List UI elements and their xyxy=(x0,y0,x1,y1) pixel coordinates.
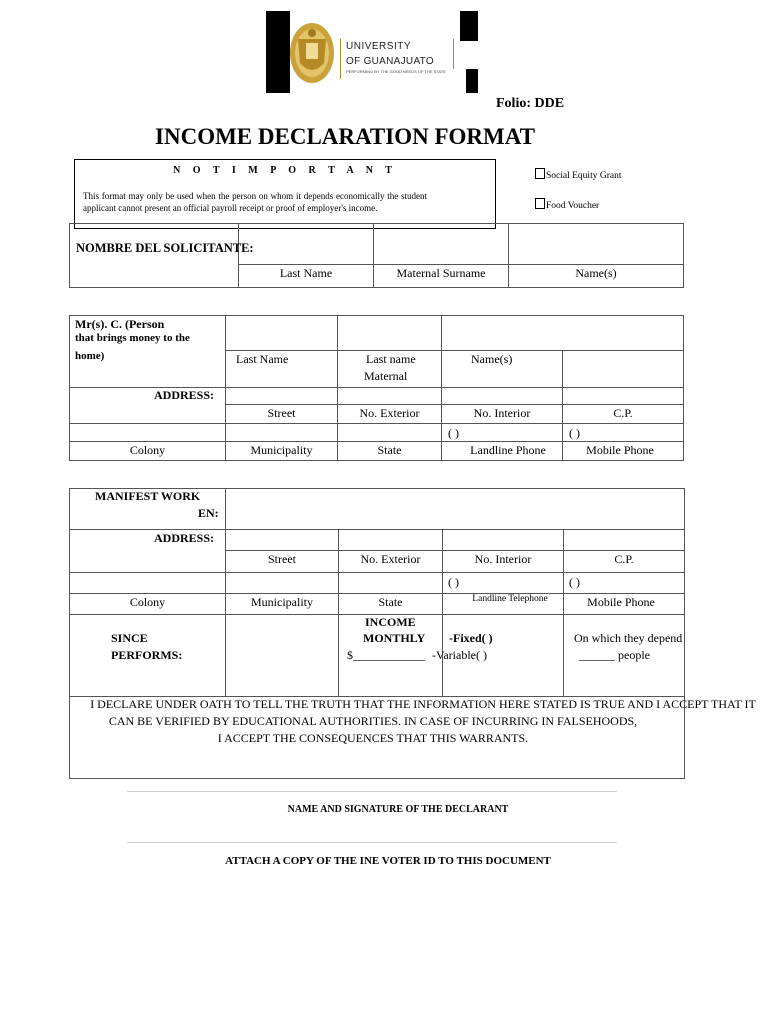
work-municipality-label: Municipality xyxy=(251,595,313,609)
work-label-line1: MANIFEST WORK xyxy=(95,489,201,503)
notice-heading: N O T I M P O R T A N T xyxy=(173,165,397,176)
work-cp-label: C.P. xyxy=(614,552,634,566)
work-no-interior-label: No. Interior xyxy=(474,552,532,566)
work-label-line2: EN: xyxy=(198,506,219,520)
attach-note: ATTACH A COPY OF THE INE VOTER ID TO THIS DOCUMENT xyxy=(225,855,551,867)
university-name-line2: OF GUANAJUATO xyxy=(346,56,434,67)
provider-cp-label: C.P. xyxy=(613,406,633,420)
applicant-label: NOMBRE DEL SOLICITANTE: xyxy=(76,241,254,255)
work-mobile-area-code: ( ) xyxy=(569,575,580,589)
provider-landline-label: Landline Phone xyxy=(470,443,546,457)
provider-address-label: ADDRESS: xyxy=(154,388,215,402)
checkbox-icon[interactable] xyxy=(535,198,545,209)
provider-no-exterior-label: No. Exterior xyxy=(359,406,420,420)
applicant-maternal-label: Maternal Surname xyxy=(396,266,486,280)
university-logo xyxy=(266,11,478,93)
income-amount-field[interactable]: $____________ xyxy=(347,648,425,662)
university-seal-icon xyxy=(288,21,336,85)
work-state-label: State xyxy=(378,595,403,609)
signature-label: NAME AND SIGNATURE OF THE DECLARANT xyxy=(287,804,509,815)
variable-option[interactable]: -Variable( ) xyxy=(432,648,487,662)
work-address-label: ADDRESS: xyxy=(154,531,215,545)
option-social-equity-grant[interactable]: Social Equity Grant xyxy=(535,168,621,181)
folio: Folio: DDE xyxy=(496,96,565,111)
since-label-line1: SINCE xyxy=(111,631,148,645)
work-mobile-label: Mobile Phone xyxy=(587,595,655,609)
university-name-line1: UNIVERSITY xyxy=(346,41,412,52)
since-label-line2: PERFORMS: xyxy=(111,648,183,662)
page-title: INCOME DECLARATION FORMAT xyxy=(155,124,535,149)
work-no-exterior-label: No. Exterior xyxy=(360,552,421,566)
university-motto: PERFORMING BY THE GOOD NEEDS OF THE STATE xyxy=(346,69,446,74)
provider-label-line1: Mr(s). C. (Person xyxy=(75,317,165,331)
notice-body: This format may only be used when the person on whom it depends economically the student applicant cannot present an official payroll receipt or proof of employer's income. xyxy=(83,191,427,213)
provider-mobile-area-code: ( ) xyxy=(569,426,580,440)
oath-line2: CAN BE VERIFIED BY EDUCATIONAL AUTHORITIES. IN CASE OF INCURRING IN FALSEHOODS, xyxy=(108,714,638,728)
provider-last-name-label: Last Name xyxy=(236,352,289,366)
provider-no-interior-label: No. Interior xyxy=(473,406,531,420)
provider-names-label: Name(s) xyxy=(471,352,513,366)
fixed-option[interactable]: -Fixed( ) xyxy=(449,631,493,645)
provider-colony-label: Colony xyxy=(129,443,166,457)
option-food-voucher[interactable]: Food Voucher xyxy=(535,198,599,211)
work-landline-label: Landline Telephone xyxy=(472,594,548,604)
applicant-names-label: Name(s) xyxy=(575,266,617,280)
important-notice xyxy=(74,159,496,229)
provider-state-label: State xyxy=(377,443,402,457)
work-street-label: Street xyxy=(268,552,296,566)
provider-mobile-label: Mobile Phone xyxy=(586,443,654,457)
provider-label-line2: that brings money to the xyxy=(75,332,190,344)
provider-street-label: Street xyxy=(267,406,296,420)
oath-line3: I ACCEPT THE CONSEQUENCES THAT THIS WARRANTS. xyxy=(217,731,529,745)
checkbox-icon[interactable] xyxy=(535,168,545,179)
work-colony-label: Colony xyxy=(129,595,166,609)
dependents-label: On which they depend xyxy=(574,631,683,645)
provider-landline-area-code: ( ) xyxy=(448,426,459,440)
provider-maternal-label: Maternal xyxy=(364,369,408,383)
dependents-count-field[interactable]: ______ people xyxy=(579,648,650,662)
provider-last-name2-label: Last name xyxy=(366,352,416,366)
oath-line1: I DECLARE UNDER OATH TO TELL THE TRUTH THAT THE INFORMATION HERE STATED IS TRUE AND I ACCEPT THAT IT xyxy=(90,697,756,711)
income-label-line1: INCOME xyxy=(365,615,416,629)
work-landline-area-code: ( ) xyxy=(448,575,459,589)
applicant-last-name-label: Last Name xyxy=(279,266,333,280)
income-label-line2: MONTHLY xyxy=(363,631,426,645)
provider-label-line3: home) xyxy=(75,350,105,362)
provider-municipality-label: Municipality xyxy=(250,443,313,457)
